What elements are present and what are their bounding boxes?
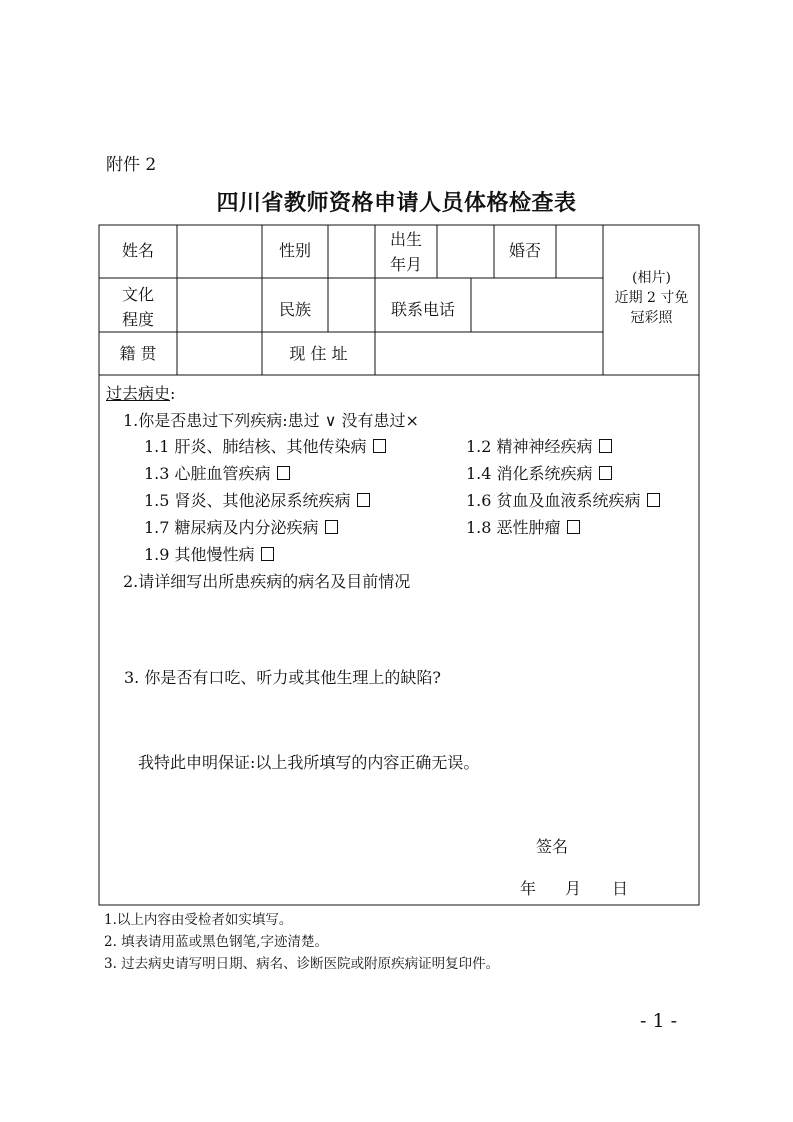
- checkbox-icon[interactable]: [261, 547, 274, 561]
- history-heading: [106, 381, 175, 404]
- question-2: 2.请详细写出所患疾病的病名及目前情况: [123, 572, 411, 591]
- disease-item-label: 1.2 精神神经疾病: [466, 437, 593, 456]
- address-field[interactable]: [376, 336, 602, 373]
- disease-item-label: 1.1 肝炎、肺结核、其他传染病: [144, 437, 367, 456]
- disease-item: [144, 542, 274, 565]
- disease-item-label: 1.9 其他慢性病: [144, 545, 255, 564]
- checkbox-icon[interactable]: [599, 466, 612, 480]
- origin-label: 籍 贯: [119, 344, 157, 363]
- phone-label: 联系电话: [390, 300, 455, 319]
- ethnicity-label: 民族: [278, 300, 311, 319]
- history-heading-text: 过去病史: [106, 384, 171, 403]
- checkbox-icon[interactable]: [373, 439, 386, 453]
- disease-item-label: 1.5 肾炎、其他泌尿系统疾病: [144, 491, 351, 510]
- phone-field[interactable]: [472, 282, 602, 330]
- checkbox-icon[interactable]: [599, 439, 612, 453]
- birth-label-line2: 年月: [389, 255, 422, 274]
- disease-item-label: 1.4 消化系统疾病: [466, 464, 593, 483]
- note-item: 1.以上内容由受检者如实填写。: [104, 912, 293, 928]
- birth-field[interactable]: [438, 230, 493, 276]
- disease-item-label: 1.6 贫血及血液系统疾病: [466, 491, 641, 510]
- origin-field[interactable]: [178, 336, 261, 373]
- photo-label-line3: 冠彩照: [630, 310, 673, 326]
- marital-field[interactable]: [557, 230, 602, 276]
- defect-answer-field[interactable]: [123, 690, 683, 740]
- marital-label: 婚否: [508, 241, 541, 260]
- disease-item: [144, 488, 370, 511]
- disease-item-label: 1.7 糖尿病及内分泌疾病: [144, 518, 319, 537]
- disease-details-field[interactable]: [123, 592, 683, 654]
- question-1: 1.你是否患过下列疾病:患过 ∨ 没有患过×: [123, 411, 419, 430]
- disease-item: [466, 434, 612, 457]
- checkbox-icon[interactable]: [357, 493, 370, 507]
- birth-label-line1: 出生: [389, 230, 422, 249]
- declaration-text: 我特此申明保证:以上我所填写的内容正确无误。: [138, 753, 480, 772]
- education-label-line2: 程度: [121, 310, 154, 329]
- education-label: [99, 282, 177, 332]
- date-year-label: 年: [520, 879, 537, 898]
- note-item: 2. 填表请用蓝或黑色钢笔,字迹清楚。: [104, 934, 328, 950]
- photo-placeholder[interactable]: [604, 268, 699, 328]
- checkbox-icon[interactable]: [567, 520, 580, 534]
- date-day-label: 日: [612, 879, 629, 898]
- date-month-label: 月: [565, 879, 582, 898]
- gender-label: 性别: [278, 241, 311, 260]
- disease-item: [466, 488, 660, 511]
- form-title: 四川省教师资格申请人员体格检查表: [216, 190, 577, 216]
- signature-label: 签名: [536, 837, 569, 856]
- photo-label-line1: (相片): [632, 270, 671, 286]
- disease-item: [466, 461, 612, 484]
- checkbox-icon[interactable]: [277, 466, 290, 480]
- name-field[interactable]: [178, 230, 261, 276]
- disease-item-label: 1.8 恶性肿瘤: [466, 518, 561, 537]
- disease-item-label: 1.3 心脏血管疾病: [144, 464, 271, 483]
- ethnicity-field[interactable]: [329, 282, 374, 330]
- disease-item: [144, 515, 338, 538]
- attachment-label: 附件 2: [106, 155, 157, 175]
- disease-item: [144, 461, 290, 484]
- page-number: - 1 -: [640, 1010, 678, 1032]
- checkbox-icon[interactable]: [325, 520, 338, 534]
- history-heading-colon: :: [170, 384, 176, 403]
- checkbox-icon[interactable]: [647, 493, 660, 507]
- name-label: 姓名: [121, 241, 154, 260]
- birth-label: [375, 227, 437, 277]
- education-label-line1: 文化: [121, 285, 154, 304]
- question-3: 3. 你是否有口吃、听力或其他生理上的缺陷?: [124, 668, 441, 687]
- address-label: 现 住 址: [289, 344, 348, 363]
- disease-item: [466, 515, 580, 538]
- photo-label-line2: 近期 2 寸免: [614, 290, 689, 306]
- gender-field[interactable]: [329, 230, 374, 276]
- education-field[interactable]: [178, 282, 261, 330]
- disease-item: [144, 434, 386, 457]
- note-item: 3. 过去病史请写明日期、病名、诊断医院或附原疾病证明复印件。: [104, 956, 500, 972]
